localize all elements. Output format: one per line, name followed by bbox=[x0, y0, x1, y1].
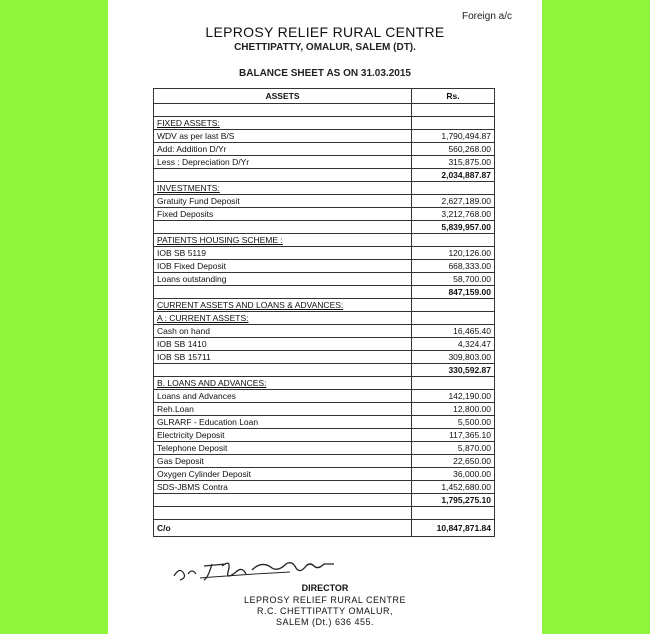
row-label: WDV as per last B/S bbox=[154, 130, 412, 143]
row-label: Gas Deposit bbox=[154, 455, 412, 468]
row-amount bbox=[412, 104, 495, 117]
row-amount: 4,324.47 bbox=[412, 338, 495, 351]
row-amount: 5,500.00 bbox=[412, 416, 495, 429]
row-amount: 1,790,494.87 bbox=[412, 130, 495, 143]
row-amount: 330,592.87 bbox=[412, 364, 495, 377]
row-label: Less : Depreciation D/Yr bbox=[154, 156, 412, 169]
row-label bbox=[154, 364, 412, 377]
row-amount bbox=[412, 377, 495, 390]
table-row bbox=[154, 221, 495, 234]
row-amount bbox=[412, 507, 495, 520]
table-row bbox=[154, 494, 495, 507]
table-row bbox=[154, 377, 495, 390]
row-amount: 1,795,275.10 bbox=[412, 494, 495, 507]
row-label: Cash on hand bbox=[154, 325, 412, 338]
row-label: PATIENTS HOUSING SCHEME : bbox=[154, 234, 412, 247]
table-row bbox=[154, 130, 495, 143]
row-label: CURRENT ASSETS AND LOANS & ADVANCES: bbox=[154, 299, 412, 312]
table-row bbox=[154, 507, 495, 520]
table-row bbox=[154, 455, 495, 468]
row-label: FIXED ASSETS: bbox=[154, 117, 412, 130]
row-amount bbox=[412, 117, 495, 130]
table-row bbox=[154, 468, 495, 481]
row-amount: 58,700.00 bbox=[412, 273, 495, 286]
table-row bbox=[154, 416, 495, 429]
row-label: Fixed Deposits bbox=[154, 208, 412, 221]
row-label bbox=[154, 507, 412, 520]
balance-sheet-table bbox=[153, 88, 495, 537]
row-label: A : CURRENT ASSETS: bbox=[154, 312, 412, 325]
document-page bbox=[108, 0, 542, 634]
table-row bbox=[154, 520, 495, 537]
row-label: Reh.Loan bbox=[154, 403, 412, 416]
row-label: C/o bbox=[154, 520, 412, 537]
row-amount: 315,875.00 bbox=[412, 156, 495, 169]
row-amount: 117,365.10 bbox=[412, 429, 495, 442]
row-label: Oxygen Cylinder Deposit bbox=[154, 468, 412, 481]
row-label: Loans and Advances bbox=[154, 390, 412, 403]
signatory-city: SALEM (Dt.) 636 455. bbox=[275, 617, 375, 627]
row-label: GLRARF - Education Loan bbox=[154, 416, 412, 429]
row-amount: 10,847,871.84 bbox=[412, 520, 495, 537]
table-row bbox=[154, 351, 495, 364]
row-label: SDS-JBMS Contra bbox=[154, 481, 412, 494]
table-row bbox=[154, 182, 495, 195]
row-amount: 1,452,680.00 bbox=[412, 481, 495, 494]
table-row bbox=[154, 247, 495, 260]
account-tag: Foreign a/c bbox=[461, 11, 512, 22]
table-row bbox=[154, 429, 495, 442]
organization-name: LEPROSY RELIEF RURAL CENTRE bbox=[205, 24, 445, 40]
table-row bbox=[154, 403, 495, 416]
row-label bbox=[154, 221, 412, 234]
row-label bbox=[154, 104, 412, 117]
table-row bbox=[154, 312, 495, 325]
row-amount: 847,159.00 bbox=[412, 286, 495, 299]
row-amount bbox=[412, 299, 495, 312]
row-amount bbox=[412, 234, 495, 247]
row-label: Loans outstanding bbox=[154, 273, 412, 286]
table-row bbox=[154, 286, 495, 299]
signatory-address: R.C. CHETTIPATTY OMALUR, bbox=[256, 606, 393, 616]
table-row bbox=[154, 156, 495, 169]
row-amount: 668,333.00 bbox=[412, 260, 495, 273]
table-row bbox=[154, 260, 495, 273]
document-title: BALANCE SHEET AS ON 31.03.2015 bbox=[239, 68, 411, 79]
row-label: Telephone Deposit bbox=[154, 442, 412, 455]
row-amount: 16,465.40 bbox=[412, 325, 495, 338]
row-label bbox=[154, 494, 412, 507]
table-row bbox=[154, 299, 495, 312]
signatory-org: LEPROSY RELIEF RURAL CENTRE bbox=[243, 595, 407, 605]
row-amount: 309,803.00 bbox=[412, 351, 495, 364]
row-amount: 2,034,887.87 bbox=[412, 169, 495, 182]
row-label: IOB SB 15711 bbox=[154, 351, 412, 364]
amount-column-header: Rs. bbox=[412, 89, 495, 104]
row-amount: 36,000.00 bbox=[412, 468, 495, 481]
table-row bbox=[154, 273, 495, 286]
table-row bbox=[154, 338, 495, 351]
row-amount bbox=[412, 182, 495, 195]
row-label bbox=[154, 169, 412, 182]
row-amount: 2,627,189.00 bbox=[412, 195, 495, 208]
table-row bbox=[154, 208, 495, 221]
row-label: IOB SB 1410 bbox=[154, 338, 412, 351]
handwritten-signature bbox=[170, 556, 350, 584]
row-amount: 142,190.00 bbox=[412, 390, 495, 403]
row-label: Electricity Deposit bbox=[154, 429, 412, 442]
table-row bbox=[154, 169, 495, 182]
table-row bbox=[154, 481, 495, 494]
assets-column-header: ASSETS bbox=[154, 89, 412, 104]
row-amount: 22,650.00 bbox=[412, 455, 495, 468]
row-amount bbox=[412, 312, 495, 325]
row-label: INVESTMENTS: bbox=[154, 182, 412, 195]
row-label: IOB SB 5119 bbox=[154, 247, 412, 260]
table-row bbox=[154, 195, 495, 208]
row-label: IOB Fixed Deposit bbox=[154, 260, 412, 273]
table-row bbox=[154, 143, 495, 156]
row-amount: 120,126.00 bbox=[412, 247, 495, 260]
row-label: Gratuity Fund Deposit bbox=[154, 195, 412, 208]
table-row bbox=[154, 234, 495, 247]
row-amount: 5,839,957.00 bbox=[412, 221, 495, 234]
row-label bbox=[154, 286, 412, 299]
table-row bbox=[154, 325, 495, 338]
table-row bbox=[154, 364, 495, 377]
table-row bbox=[154, 104, 495, 117]
row-amount: 5,870.00 bbox=[412, 442, 495, 455]
organization-address: CHETTIPATTY, OMALUR, SALEM (DT). bbox=[234, 42, 416, 53]
table-row bbox=[154, 390, 495, 403]
row-amount: 560,268.00 bbox=[412, 143, 495, 156]
table-row bbox=[154, 117, 495, 130]
row-amount: 12,800.00 bbox=[412, 403, 495, 416]
table-row bbox=[154, 442, 495, 455]
row-label: B. LOANS AND ADVANCES: bbox=[154, 377, 412, 390]
signatory-role: DIRECTOR bbox=[301, 583, 349, 593]
row-amount: 3,212,768.00 bbox=[412, 208, 495, 221]
row-label: Add: Addition D/Yr bbox=[154, 143, 412, 156]
table-header-row bbox=[154, 89, 495, 104]
